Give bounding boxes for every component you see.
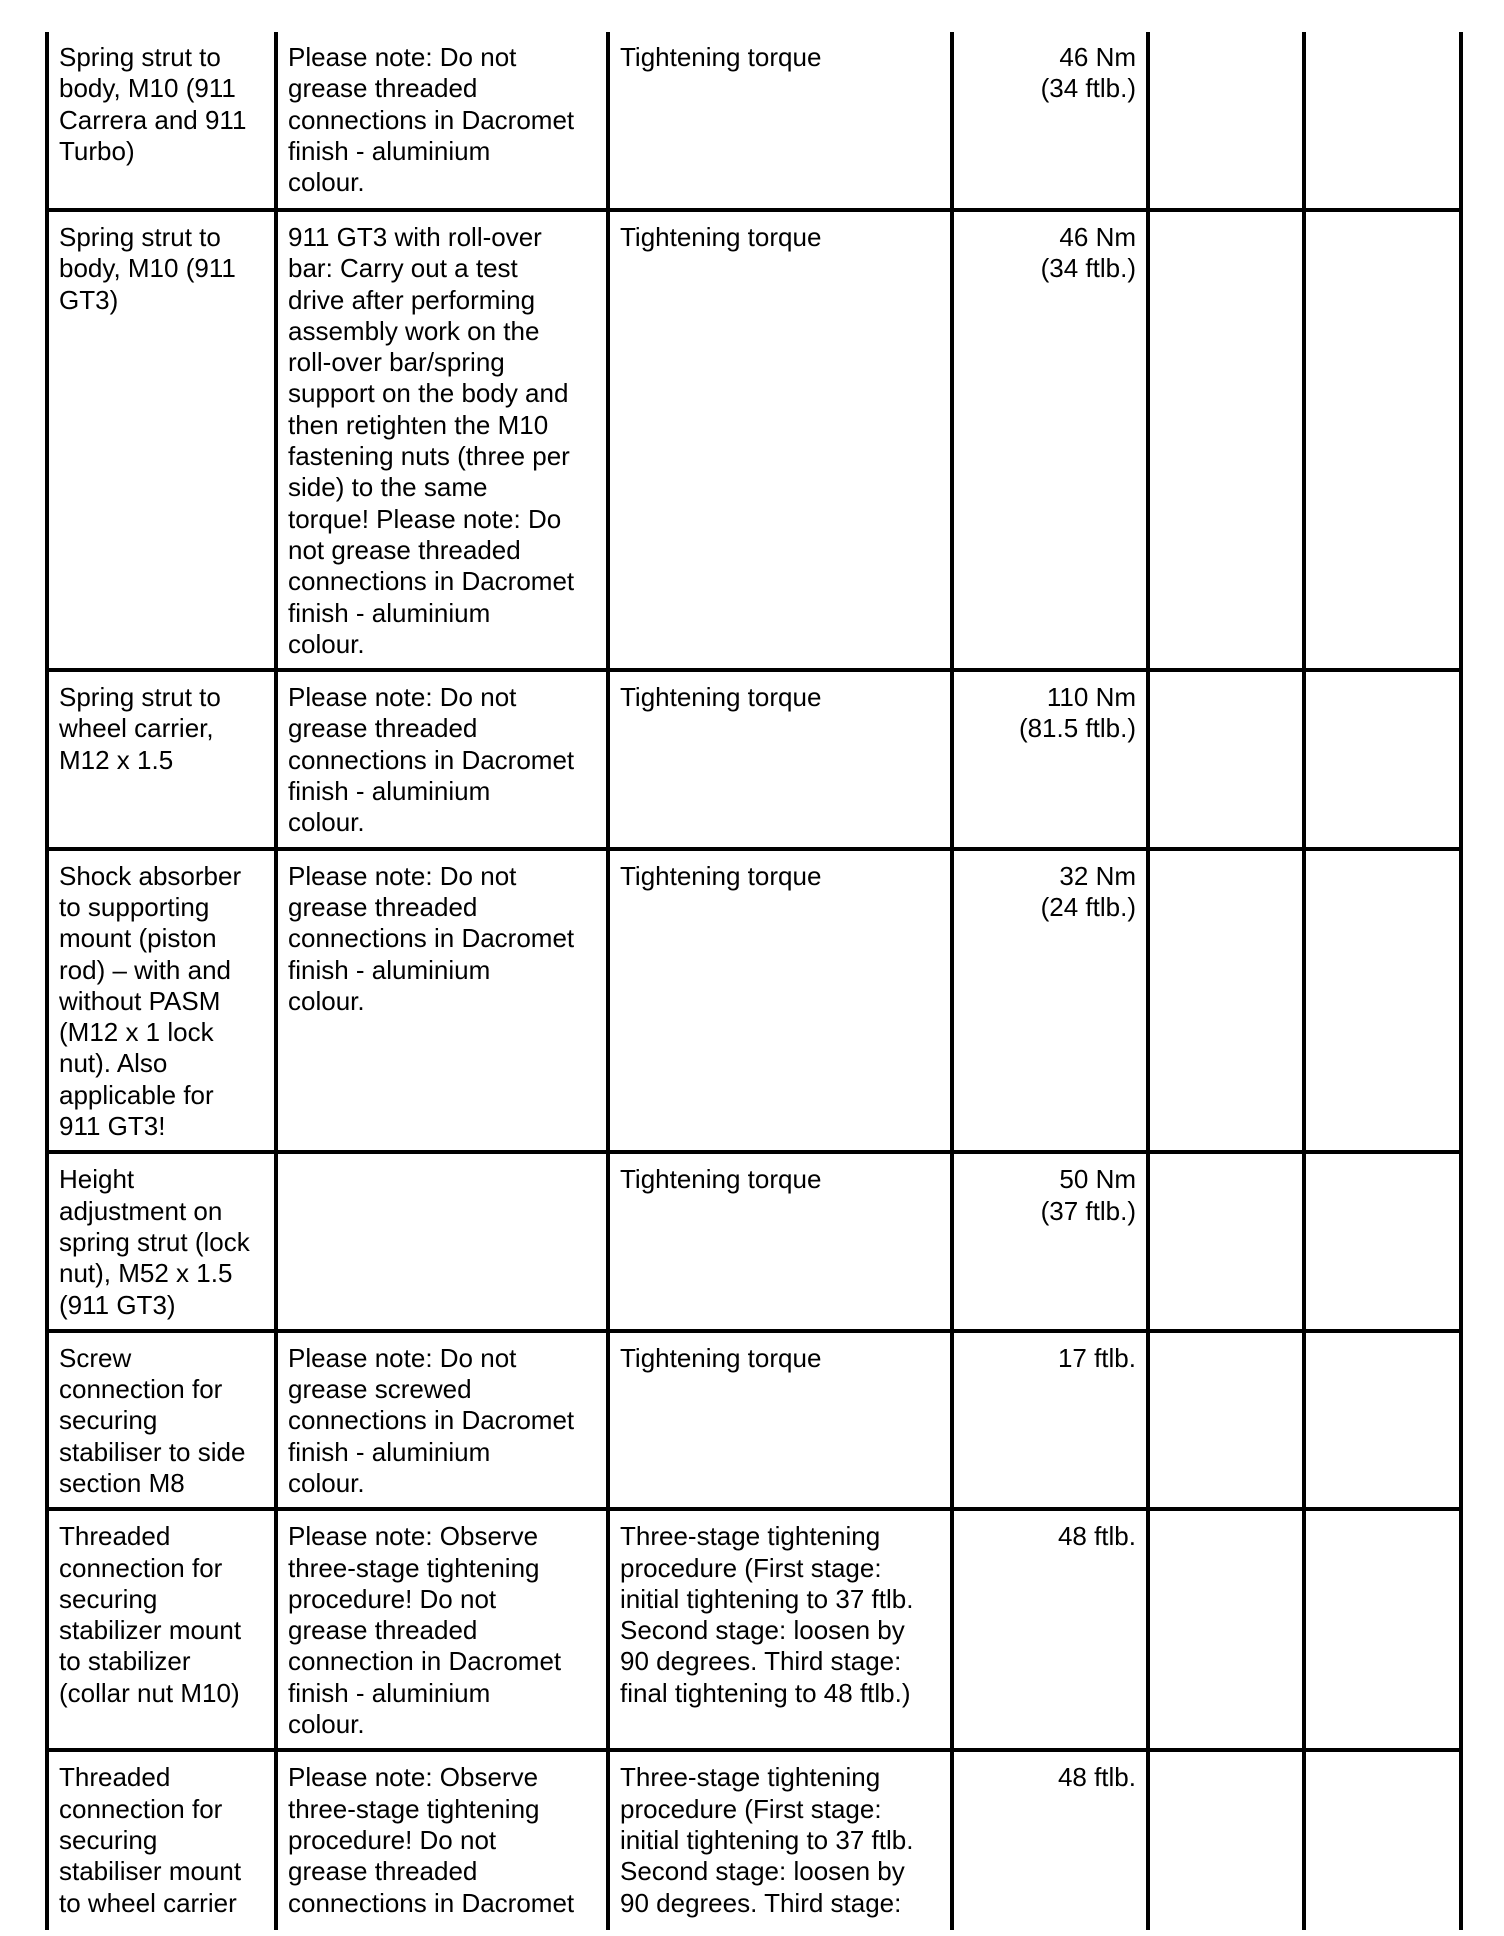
empty-cell <box>1304 1152 1461 1330</box>
empty-cell <box>1148 1509 1304 1750</box>
table-row <box>47 1152 1461 1330</box>
empty-cell <box>1304 1509 1461 1750</box>
torque-value-cell: 32 Nm (24 ftlb.) <box>952 849 1148 1153</box>
specification-cell: Tightening torque <box>608 32 952 210</box>
note-cell <box>276 1152 608 1330</box>
specification-cell: Tightening torque <box>608 849 952 1153</box>
specification-cell: Three-stage tightening procedure (First stage: initial tightening to 37 ftlb. Second stage: loosen by 90 degrees. Third stage: <box>608 1750 952 1930</box>
component-cell: Threaded connection for securing stabilizer mount to stabilizer (collar nut M10) <box>47 1509 276 1750</box>
table-row <box>47 849 1461 1153</box>
empty-cell <box>1148 1750 1304 1930</box>
empty-cell <box>1304 670 1461 848</box>
torque-value-cell: 46 Nm (34 ftlb.) <box>952 210 1148 670</box>
empty-cell <box>1304 849 1461 1153</box>
torque-value-cell: 48 ftlb. <box>952 1509 1148 1750</box>
empty-cell <box>1148 1152 1304 1330</box>
specification-cell: Tightening torque <box>608 210 952 670</box>
table-row <box>47 1509 1461 1750</box>
component-cell: Spring strut to body, M10 (911 GT3) <box>47 210 276 670</box>
component-cell: Threaded connection for securing stabiliser mount to wheel carrier <box>47 1750 276 1930</box>
component-cell: Spring strut to wheel carrier, M12 x 1.5 <box>47 670 276 848</box>
component-cell: Spring strut to body, M10 (911 Carrera and 911 Turbo) <box>47 32 276 210</box>
component-cell: Height adjustment on spring strut (lock nut), M52 x 1.5 (911 GT3) <box>47 1152 276 1330</box>
torque-value-cell: 48 ftlb. <box>952 1750 1148 1930</box>
empty-cell <box>1148 849 1304 1153</box>
torque-value-cell: 50 Nm (37 ftlb.) <box>952 1152 1148 1330</box>
specification-cell: Three-stage tightening procedure (First stage: initial tightening to 37 ftlb. Second stage: loosen by 90 degrees. Third stage: final tightening to 48 ftlb.) <box>608 1509 952 1750</box>
table-row <box>47 670 1461 848</box>
torque-value-cell: 46 Nm (34 ftlb.) <box>952 32 1148 210</box>
torque-specification-table <box>45 32 1463 1930</box>
specification-cell: Tightening torque <box>608 1331 952 1509</box>
table-row <box>47 210 1461 670</box>
component-cell: Shock absorber to supporting mount (piston rod) – with and without PASM (M12 x 1 lock nut). Also applicable for 911 GT3! <box>47 849 276 1153</box>
torque-value-cell: 17 ftlb. <box>952 1331 1148 1509</box>
note-cell: Please note: Observe three-stage tightening procedure! Do not grease threaded connections in Dacromet <box>276 1750 608 1930</box>
note-cell: Please note: Do not grease threaded connections in Dacromet finish - aluminium colour. <box>276 849 608 1153</box>
empty-cell <box>1148 32 1304 210</box>
empty-cell <box>1304 1331 1461 1509</box>
empty-cell <box>1148 670 1304 848</box>
empty-cell <box>1148 210 1304 670</box>
torque-value-cell: 110 Nm (81.5 ftlb.) <box>952 670 1148 848</box>
empty-cell <box>1304 210 1461 670</box>
table-row <box>47 32 1461 210</box>
empty-cell <box>1148 1331 1304 1509</box>
table-row <box>47 1750 1461 1930</box>
note-cell: Please note: Do not grease screwed connections in Dacromet finish - aluminium colour. <box>276 1331 608 1509</box>
table-row <box>47 1331 1461 1509</box>
note-cell: Please note: Do not grease threaded connections in Dacromet finish - aluminium colour. <box>276 670 608 848</box>
component-cell: Screw connection for securing stabiliser to side section M8 <box>47 1331 276 1509</box>
specification-cell: Tightening torque <box>608 1152 952 1330</box>
note-cell: 911 GT3 with roll-over bar: Carry out a test drive after performing assembly work on the roll-over bar/spring support on the body and then retighten the M10 fastening nuts (three per side) to the same torque! Please note: Do not grease threaded connections in Dacromet finish - aluminium colour. <box>276 210 608 670</box>
note-cell: Please note: Do not grease threaded connections in Dacromet finish - aluminium colour. <box>276 32 608 210</box>
empty-cell <box>1304 1750 1461 1930</box>
empty-cell <box>1304 32 1461 210</box>
note-cell: Please note: Observe three-stage tightening procedure! Do not grease threaded connection in Dacromet finish - aluminium colour. <box>276 1509 608 1750</box>
specification-cell: Tightening torque <box>608 670 952 848</box>
